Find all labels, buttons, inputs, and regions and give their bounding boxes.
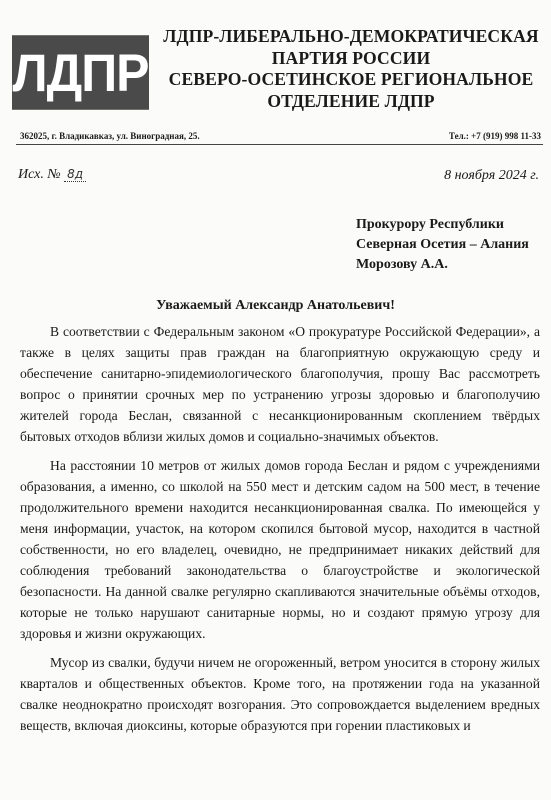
body-paragraph: В соответствии с Федеральным законом «О прокуратуре Российской Федерации», а также в целях защиты прав граждан на благоприятную окружающую среду и обеспечение санитарно-эпидемиологического благополучия, прошу Вас рассмотреть вопрос о принятии срочных мер по устранению угрозы здоровью и благополучию жителей города Беслан, связанной с несанкционированным скоплением твёрдых бытовых отходов вблизи жилых домов и социально-значимых объектов. (20, 324, 540, 444)
org-phone: Тел.: +7 (919) 998 11-33 (448, 131, 541, 141)
body-paragraph: Мусор из свалки, будучи ничем не огороженный, ветром уносится в сторону жилых кварталов и общественных объектов. Кроме того, на протяжении года на указанной свалке неоднократно происходят возгорания. Это сопровождается выделением вредных веществ, включая диоксины, которые образуются при горении пластиковых и (20, 655, 540, 733)
body-paragraph: На расстоянии 10 метров от жилых домов города Беслан и рядом с учреждениями образования, а именно, со школой на 550 мест и детским садом на 500 мест, в течение продолжительного времени находится несанкционированная свалка. По имеющейся у меня информации, участок, на котором скопился бытовой мусор, находится в частной собственности, но его владелец, очевидно, не предпринимает никаких действий для соблюдения требований законодательства о благоустройстве и экологической безопасности. На данной свалке регулярно скапливаются значительные объёмы отходов, которые не только нарушают санитарные нормы, но и создают прямую угрозу для здоровья и жизни окружающих. (20, 458, 540, 641)
outgoing-label: Исх. № (18, 167, 61, 182)
header-divider (16, 144, 543, 145)
addressee-block (356, 215, 529, 275)
outgoing-number (18, 167, 86, 183)
ldpr-logo: ЛДПР (12, 35, 149, 110)
org-address: 362025, г. Владикавказ, ул. Виноградная, 25. (20, 131, 200, 141)
addressee-line: Морозову А.А. (356, 257, 448, 272)
addressee-line: Северная Осетия – Алания (356, 237, 529, 252)
org-line: ЛДПР-ЛИБЕРАЛЬНО-ДЕМОКРАТИЧЕСКАЯ (163, 26, 539, 46)
org-line: ПАРТИЯ РОССИИ (271, 47, 431, 68)
letter-date: 8 ноября 2024 г. (444, 168, 539, 183)
letter-body (20, 321, 540, 744)
addressee-line: Прокурору Республики (356, 217, 504, 232)
org-line: СЕВЕРО-ОСЕТИНСКОЕ РЕГИОНАЛЬНОЕ (168, 69, 534, 89)
organization-name (158, 26, 544, 112)
org-line: ОТДЕЛЕНИЕ ЛДПР (267, 90, 435, 111)
greeting: Уважаемый Александр Анатольевич! (156, 298, 395, 313)
outgoing-number-value: 8д (64, 167, 86, 182)
